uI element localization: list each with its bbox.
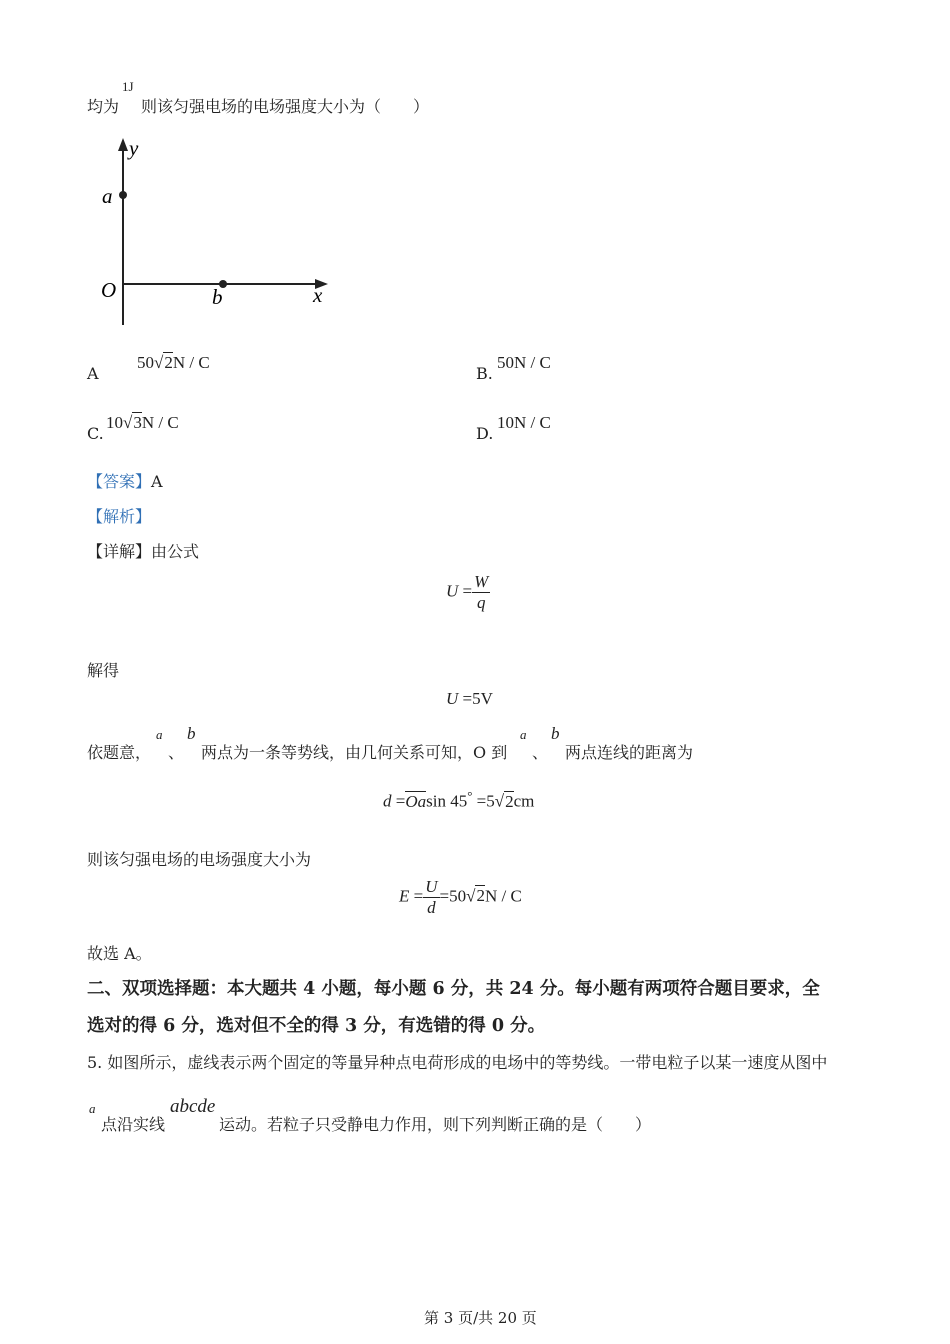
option-b-value: 50N / C bbox=[497, 353, 551, 372]
q5-t3: 运动。若粒子只受静电力作用，则下列判断正确的是（ ） bbox=[219, 1115, 652, 1134]
q4-suffix: 则该匀强电场的电场强度大小为（ ） bbox=[141, 97, 430, 116]
answer-tag: 【答案】 bbox=[87, 472, 152, 491]
section2-line1: 二、双项选择题：本大题共 4 小题，每小题 6 分，共 24 分。每小题有两项符合题目要求，全 bbox=[87, 979, 820, 999]
formula-distance: d =Oasin 45° =5√2cm bbox=[383, 788, 535, 811]
option-c-letter: C. bbox=[87, 424, 104, 443]
x-label: x bbox=[313, 283, 323, 307]
explain-a1: a bbox=[156, 727, 163, 742]
coordinate-figure bbox=[95, 135, 340, 330]
option-b-letter: B. bbox=[476, 364, 493, 383]
q4-prefix: 均为 bbox=[87, 97, 120, 116]
option-a-value: 50√2N / C bbox=[137, 353, 210, 372]
option-d-value: 10N / C bbox=[497, 413, 551, 432]
point-a bbox=[119, 191, 127, 199]
field-text: 则该匀强电场的电场强度大小为 bbox=[87, 850, 312, 869]
answer-value: A bbox=[151, 472, 163, 491]
formula-u-w-q: U = $\frac{W}{q}$ bbox=[446, 572, 489, 612]
analysis-tag: 【解析】 bbox=[87, 507, 152, 526]
explain-a2: a bbox=[520, 727, 527, 742]
explain-t1: 依题意， bbox=[87, 743, 152, 762]
q4-energy: 1J bbox=[122, 79, 134, 94]
conclusion: 故选 A。 bbox=[87, 944, 152, 963]
explain-t2: 两点为一条等势线，由几何关系可知，O 到 bbox=[201, 743, 508, 762]
detail-tag: 【详解】 bbox=[87, 542, 152, 561]
option-c-value: 10√3N / C bbox=[106, 413, 179, 432]
formula-u-5v: U =5V bbox=[446, 689, 493, 708]
explain-sep2: 、 bbox=[532, 743, 549, 762]
option-a-letter: A bbox=[87, 364, 99, 383]
q5-a: a bbox=[89, 1101, 96, 1116]
section2-line2: 选对的得 6 分，选对但不全的得 3 分，有选错的得 0 分。 bbox=[87, 1016, 546, 1036]
explain-b2: b bbox=[551, 724, 560, 743]
origin-label: O bbox=[101, 278, 117, 302]
page-footer: 第 3 页/共 20 页 bbox=[424, 1309, 537, 1327]
q5-line1: 5. 如图所示，虚线表示两个固定的等量异种点电荷形成的电场中的等势线。一带电粒子以某一速度从图中 bbox=[87, 1053, 828, 1072]
q5-path: abcde bbox=[170, 1096, 216, 1117]
answer-line bbox=[87, 469, 163, 492]
explain-b1: b bbox=[187, 724, 196, 743]
solve-text: 解得 bbox=[87, 661, 120, 680]
y-label: y bbox=[129, 136, 139, 160]
q5-t2: 点沿实线 bbox=[101, 1115, 166, 1134]
detail-line bbox=[87, 539, 199, 562]
explain-sep1: 、 bbox=[168, 743, 185, 762]
b-label: b bbox=[212, 285, 223, 309]
a-label: a bbox=[102, 184, 113, 208]
formula-field: E = $\frac{U}{d}$ =50√2N / C bbox=[399, 877, 522, 917]
detail-text: 由公式 bbox=[151, 542, 200, 561]
y-axis-arrow bbox=[118, 138, 128, 151]
explain-t3: 两点连线的距离为 bbox=[565, 743, 694, 762]
q4-line bbox=[87, 94, 119, 117]
option-d-letter: D. bbox=[476, 424, 494, 443]
